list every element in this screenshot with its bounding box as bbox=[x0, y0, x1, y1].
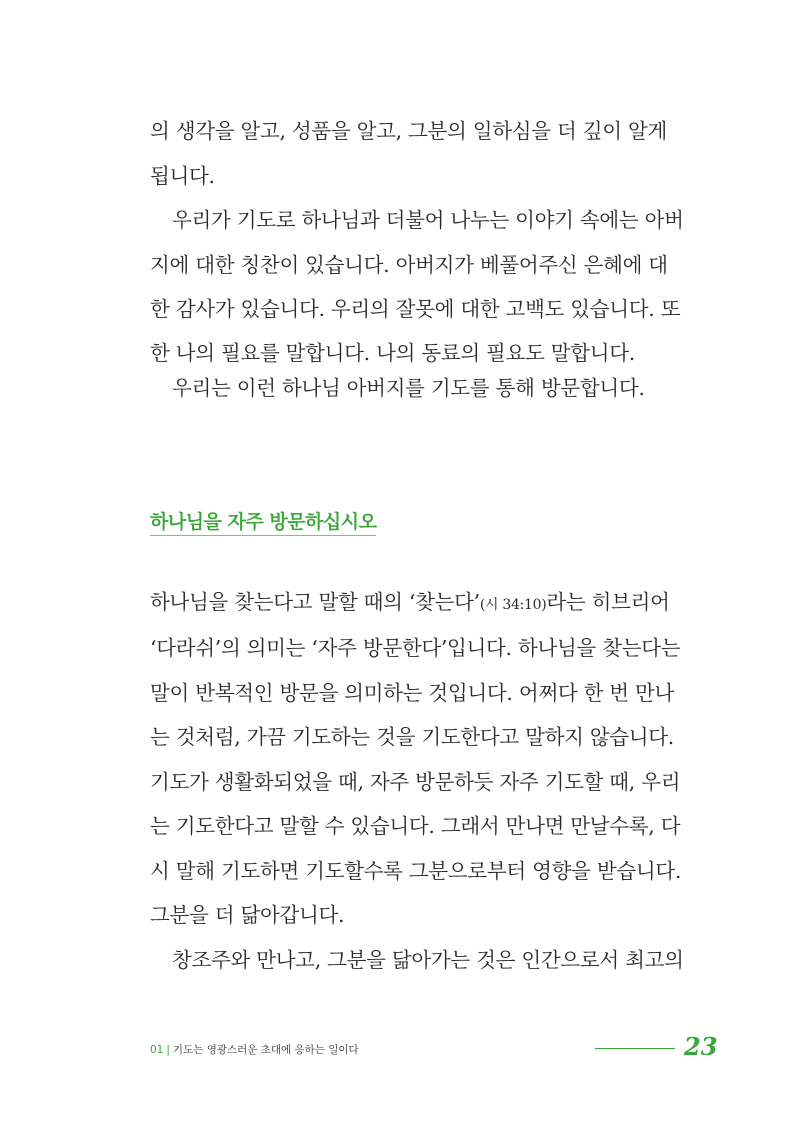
body-text-line: 시 말해 기도하면 기도할수록 그분으로부터 영향을 받습니다. bbox=[150, 859, 682, 883]
body-text-line: 의 생각을 알고, 성품을 알고, 그분의 일하심을 더 깊이 알게 bbox=[150, 119, 667, 143]
body-text-line: 기도가 생활화되었을 때, 자주 방문하듯 자주 기도할 때, 우리 bbox=[150, 770, 681, 794]
body-text-line bbox=[150, 592, 670, 613]
body-text-segment: 하나님을 찾는다고 말할 때의 ‘찾는다’ bbox=[150, 590, 480, 614]
body-text-line: 우리가 기도로 하나님과 더불어 나누는 이야기 속에는 아버 bbox=[172, 208, 684, 232]
body-text-line: 는 것처럼, 가끔 기도하는 것을 기도한다고 말하지 않습니다. bbox=[150, 725, 675, 749]
footer-separator: | bbox=[166, 1044, 170, 1056]
running-footer bbox=[150, 1042, 359, 1057]
body-text-line: 한 나의 필요를 말합니다. 나의 동료의 필요도 말합니다. bbox=[150, 341, 636, 365]
chapter-title: 기도는 영광스러운 초대에 응하는 일이다 bbox=[172, 1044, 359, 1056]
page-number: 23 bbox=[684, 1032, 718, 1061]
body-text-line: 창조주와 만나고, 그분을 닮아가는 것은 인간으로서 최고의 bbox=[172, 948, 684, 972]
scripture-reference: (시 34:10) bbox=[479, 597, 547, 613]
body-text-line: 는 기도한다고 말할 수 있습니다. 그래서 만나면 만날수록, 다 bbox=[150, 814, 681, 838]
heading-underline bbox=[150, 535, 376, 536]
section-heading: 하나님을 자주 방문하십시오 bbox=[150, 511, 377, 533]
body-text-line: ‘다라쉬’의 의미는 ‘자주 방문한다’입니다. 하나님을 찾는다는 bbox=[150, 636, 681, 660]
body-text-line: 지에 대한 칭찬이 있습니다. 아버지가 베풀어주신 은혜에 대 bbox=[150, 253, 668, 277]
body-text-line: 그분을 더 닮아갑니다. bbox=[150, 903, 345, 927]
body-text-line: 말이 반복적인 방문을 의미하는 것입니다. 어쩌다 한 번 만나 bbox=[150, 681, 675, 705]
body-text-segment: 라는 히브리어 bbox=[546, 590, 670, 614]
body-text-line: 우리는 이런 하나님 아버지를 기도를 통해 방문합니다. bbox=[172, 376, 645, 400]
footer-rule bbox=[595, 1048, 675, 1049]
body-text-line: 한 감사가 있습니다. 우리의 잘못에 대한 고백도 있습니다. 또 bbox=[150, 297, 681, 321]
chapter-number: 01 bbox=[150, 1044, 164, 1056]
body-text-line: 됩니다. bbox=[150, 164, 215, 188]
